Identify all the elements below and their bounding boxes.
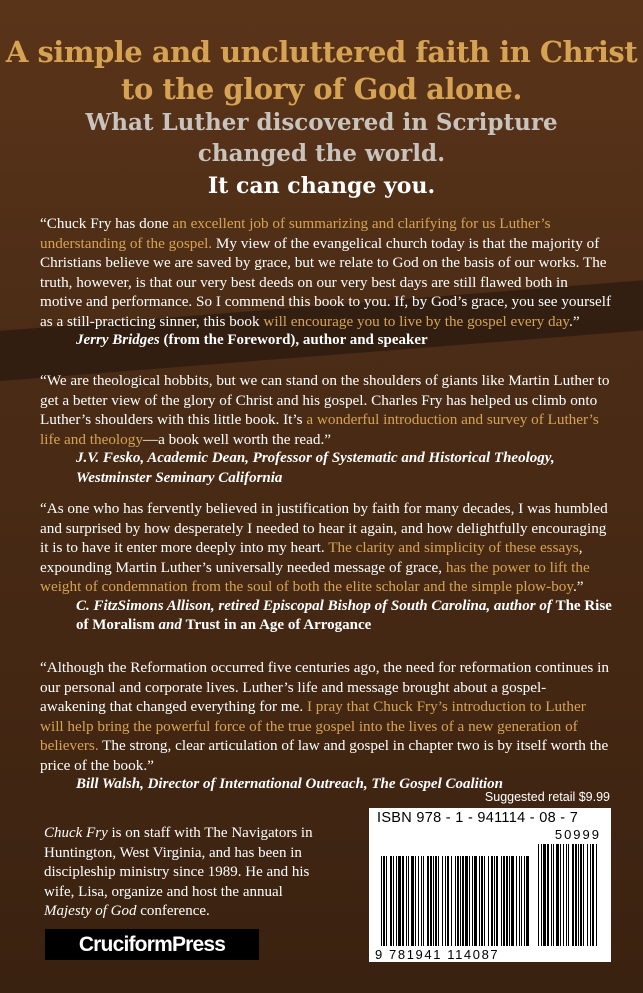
barcode-addon-bar (587, 844, 588, 946)
barcode-addon-bar (590, 844, 591, 946)
barcode-digits: 9 781941 114087 (375, 947, 500, 962)
barcode-bar (460, 856, 461, 946)
barcode-addon-bar (553, 844, 554, 946)
endorsement-attribution: C. FitzSimons Allison, retired Episcopal Bishop of South Carolina, author of The Rise of Moralism and Trust in an Age of Arrogance (76, 597, 612, 633)
endorsement-attribution: J.V. Fesko, Academic Dean, Professor of Systematic and Historical Theology, Westminster Seminary California (76, 450, 555, 486)
endorsement-bridges: “Chuck Fry has done an excellent job of summarizing and clarifying for us Luther’s understanding of the gospel. My view of the evangelical church today is that the majority of Christians believe we are saved by grace, but we relate to God on the basis of our works. The truth, however, is that our very best deeds on our very best days are still flawed both in motive and performance. So I commend this book to you. If, by God’s grace, you see yourself as a still-practicing sinner, this book will encourage you to live by the gospel every day.” Jerry Bridges (from the Foreword), author and speaker (40, 214, 612, 351)
barcode-bar (496, 856, 498, 946)
barcode-addon-bar (551, 844, 552, 946)
barcode-addon-bar (541, 844, 542, 946)
barcode-bar (430, 856, 432, 946)
barcode-bar (474, 856, 477, 946)
barcode-bar (511, 856, 514, 946)
barcode-bar (433, 856, 434, 946)
barcode-bar (491, 856, 493, 946)
main-headline: A simple and uncluttered faith in Christ to the glory of God alone. (5, 35, 638, 106)
barcode-bar (381, 856, 382, 946)
barcode-bar (519, 856, 520, 946)
barcode-bar (411, 856, 414, 946)
barcode-bar (451, 856, 452, 946)
barcode-bar (390, 856, 392, 946)
barcode-addon-bar (560, 844, 561, 946)
barcode-bar (396, 856, 397, 946)
barcode-bar (447, 856, 449, 946)
barcode-addon-bar (596, 844, 597, 946)
price-addon-code: 50999 (554, 827, 601, 842)
barcode-addon-bar (538, 844, 539, 946)
barcode-bar (427, 856, 429, 946)
barcode-bar (383, 856, 385, 946)
isbn-number: ISBN 978 - 1 - 941114 - 08 - 7 (377, 810, 579, 826)
barcode-bar (406, 856, 407, 946)
author-bio: Chuck Fry is on staff with The Navigators in Huntington, West Virginia, and has been in discipleship ministry since 1989. He and his wife, Lisa, organize and host the annual Majesty of God conference. (44, 825, 313, 919)
barcode-bar (457, 856, 459, 946)
barcode-addon-bar (563, 844, 564, 946)
barcode-addon-bar (572, 844, 574, 946)
barcode-addon-bar (583, 844, 584, 946)
sub-headline: What Luther discovered in Scripture changed the world. (85, 109, 558, 167)
barcode-bar (438, 856, 439, 946)
barcode-addon-bar (575, 844, 577, 946)
endorsement-attribution: Jerry Bridges (from the Foreword), author and speaker (76, 332, 428, 348)
barcode-bar (421, 856, 422, 946)
barcode-bar (503, 856, 505, 946)
isbn-barcode (369, 808, 611, 962)
barcode-addon-bar (566, 844, 567, 946)
barcode-bar (408, 856, 409, 946)
barcode-bar (435, 856, 437, 946)
barcode-bar (402, 856, 404, 946)
barcode-addon-bar (543, 844, 546, 946)
barcode-bar (398, 856, 401, 946)
barcode-bar (524, 856, 525, 946)
suggested-retail-price: Suggested retail $9.99 (484, 790, 610, 804)
barcode-bar (423, 856, 424, 946)
barcode-addon-bar (547, 844, 549, 946)
barcode-bar (479, 856, 480, 946)
tagline: It can change you. (207, 173, 436, 199)
barcode-bar (521, 856, 522, 946)
barcode-bar (455, 856, 456, 946)
barcode-bar (465, 856, 468, 946)
endorsement-allison: “As one who has fervently believed in justification by faith for many decades, I was humbled and surprised by how desperately I needed to hear it again, and how delightfully encouraging it is to have it enter more deeply into my heart. The clarity and simplicity of these essays, expounding Martin Luther’s universally needed message of grace, has the power to lift the weight of condemnation from the soul of both the elite scholar and the simple plow-boy.” C. FitzSimons Allison, retired Episcopal Bishop of South Carolina, author of The Rise of Moralism and Trust in an Age of Arrogance (40, 499, 612, 636)
endorsement-fesko: “We are theological hobbits, but we can stand on the shoulders of giants like Martin Luther to get a better view of the glory of Christ and his gospel. Charles Fry has helped us climb onto Luther’s shoulders with this little book. It’s a wonderful introduction and survey of Luther’s life and theology—a book well worth the read.” J.V. Fesko, Academic Dean, Professor of Systematic and Historical Theology, Westminster Seminary California (40, 371, 612, 488)
barcode-bar (484, 856, 485, 946)
barcode-bar (472, 856, 473, 946)
barcode-bar (393, 856, 394, 946)
publisher-logo: CruciformPress (45, 929, 259, 960)
barcode-bar (445, 856, 446, 946)
endorsement-attribution: Bill Walsh, Director of International Outreach, The Gospel Coalition (76, 776, 504, 792)
barcode-bar (462, 856, 464, 946)
barcode-bar (488, 856, 489, 946)
barcode-bar (494, 856, 495, 946)
barcode-bar (509, 856, 510, 946)
endorsement-walsh: “Although the Reformation occurred five centuries ago, the need for reformation continues in our personal and corporate lives. Luther’s life and message brought about a gospel-awakening that changed everything for me. I pray that Chuck Fry’s introduction to Luther will help bring the powerful force of the true gospel into the lives of a new generation of believers. The strong, clear articulation of law and gospel in chapter two is by itself worth the price of the book.” Bill Walsh, Director of International Outreach, The Gospel Coalition (40, 658, 612, 795)
barcode-addon-bar (556, 844, 559, 946)
barcode-bar (526, 856, 529, 946)
barcode-addon-bar (592, 844, 594, 946)
barcode-bar (442, 856, 443, 946)
barcode-bar (481, 856, 483, 946)
barcode-bars (377, 828, 603, 946)
barcode-bar (516, 856, 517, 946)
barcode-bar (501, 856, 502, 946)
barcode-bar (415, 856, 416, 946)
barcode-addon-bar (580, 844, 582, 946)
barcode-bar (506, 856, 508, 946)
barcode-bar (418, 856, 419, 946)
barcode-addon-bar (568, 844, 569, 946)
barcode-bar (469, 856, 470, 946)
barcode-addon-bar (578, 844, 579, 946)
barcode-bar (386, 856, 387, 946)
